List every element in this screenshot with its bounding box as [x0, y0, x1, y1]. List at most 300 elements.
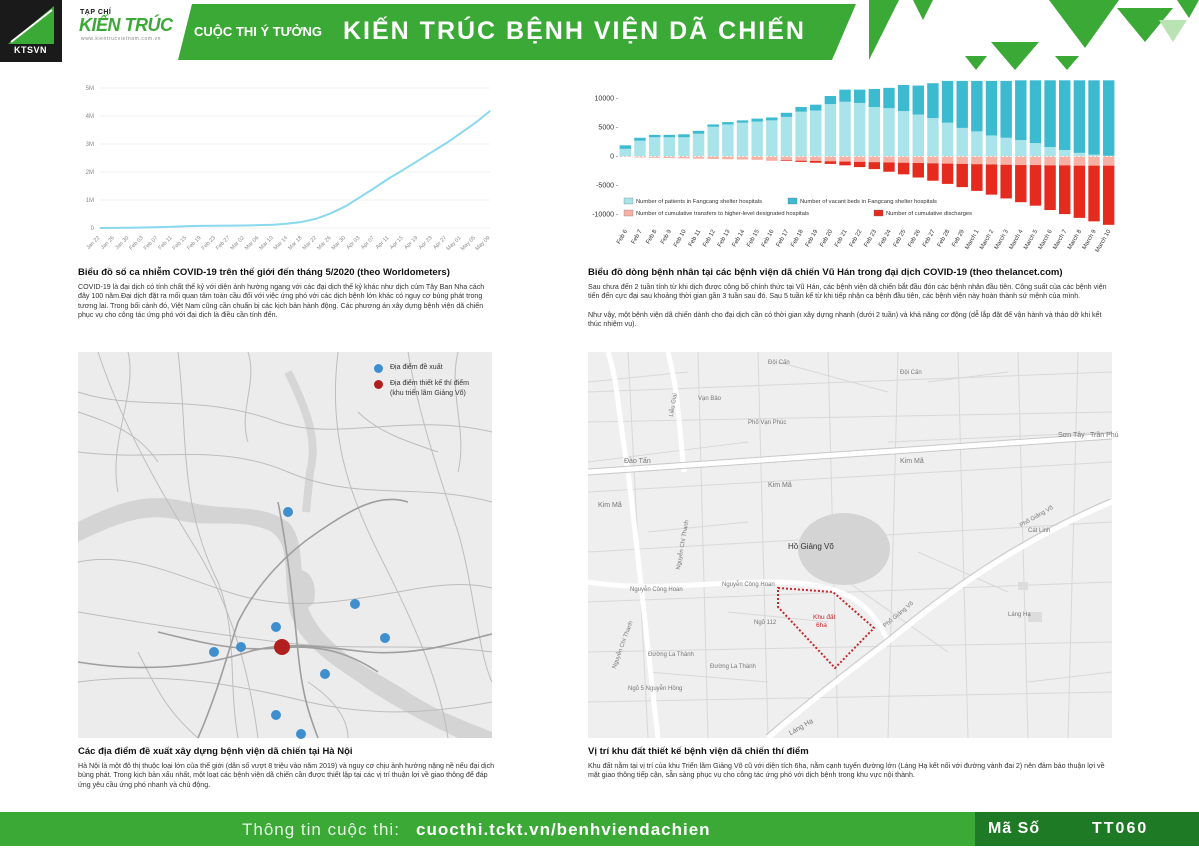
street-cat-linh: Cát Linh [1028, 528, 1051, 534]
x-tick-label: March 6 [1037, 229, 1054, 251]
bar-segment [707, 156, 718, 159]
bar-segment [722, 124, 733, 156]
bar-segment [707, 124, 718, 126]
legend-swatch [788, 198, 797, 204]
bar-segment [1030, 156, 1041, 165]
street-van-bao: Vạn Bảo [698, 396, 722, 402]
bar-segment [620, 145, 631, 148]
bar-segment [898, 163, 909, 175]
giang-vo-map-roads [588, 352, 1112, 738]
bar-segment [986, 81, 997, 136]
cases-point [128, 227, 129, 228]
x-tick-label: Apr 11 [374, 235, 391, 251]
wuhan-flow-paragraph-2: Như vậy, một bệnh viện dã chiến dành cho đại dịch cần có thời gian xây dựng nhanh (dưới 2 tuần) và khả năng cơ động (dễ lắp đặt để vận hành và tháo dỡ khi kết thúc nhiệm vụ). [588, 311, 1102, 329]
bar-segment [766, 117, 777, 120]
bar-segment [707, 127, 718, 157]
bar-segment [664, 156, 675, 158]
bar-segment [722, 122, 733, 124]
bar-segment [1030, 165, 1041, 206]
bar-segment [1059, 150, 1070, 156]
x-tick-label: Mar 18 [287, 235, 304, 252]
cases-point [359, 197, 360, 198]
magazine-name: KIẾN TRÚC [79, 15, 173, 35]
x-tick-label: Apr 15 [389, 235, 405, 251]
x-tick-label: Feb 19 [186, 235, 203, 252]
bar-segment [810, 156, 821, 161]
bar-segment [883, 162, 894, 171]
street-son-tay: Sơn Tây [1058, 432, 1085, 439]
street-nguyen-cong-hoan: Nguyễn Công Hoan [630, 587, 683, 593]
bar-segment [1015, 156, 1026, 165]
bar-segment [956, 128, 967, 156]
cases-point [244, 225, 245, 226]
x-tick-label: Apr 07 [360, 235, 376, 251]
street-nguyen-chi-thanh-2: Nguyễn Chí Thanh [675, 519, 691, 571]
legend-proposed-dot [374, 364, 383, 373]
bar-segment [1059, 80, 1070, 150]
x-tick-label: Mar 06 [243, 235, 261, 252]
proposed-site-marker [380, 633, 390, 643]
bar-segment [869, 89, 880, 107]
lake-label: Hồ Giảng Võ [788, 542, 834, 551]
bar-segment [839, 102, 850, 157]
x-tick-label: March 8 [1067, 228, 1084, 251]
bar-segment [620, 156, 631, 157]
bar-segment [664, 137, 675, 156]
x-tick-label: May 05 [459, 235, 477, 253]
giang-vo-site-map[interactable] [588, 352, 1119, 738]
y-tick-label: -10000 [592, 211, 614, 219]
street-duong-la-thanh-2: Đường La Thành [710, 664, 756, 670]
site-map-paragraph: Khu đất nằm tại vị trí của khu Triển lãm Giảng Võ cũ với diện tích 6ha, nằm cạnh tuyến đường lớn (Láng Hạ kết nối với đường vành đai 2) nên đảm bảo thuận lợi về mặt giao thông tiếp cận, sẵn sàng phục vụ cho công tác ứng phó với dịch bệnh trong khu vực nội thành. [588, 762, 1105, 780]
x-tick-label: Jan 22 [85, 235, 102, 252]
x-tick-label: Feb 07 [142, 235, 160, 252]
x-tick-label: Feb 22 [848, 229, 864, 249]
legend-label: Number of vacant beds in Fangcang shelter hospitals [800, 199, 937, 205]
legend-label: Number of cumulative discharges [886, 211, 973, 217]
bar-segment [1000, 138, 1011, 157]
bar-segment [737, 156, 748, 159]
world-cases-paragraph: COVID-19 là đại dịch có tính chất thế kỷ với diện ảnh hưởng ngang với các đại dịch thế kỷ khác như dịch cúm Tây Ban Nha cách đây 100 năm.Đại dịch đặt ra mối quan tâm toàn cầu đối với việc ứng phó với các dịch bệnh lớn khác có nguy cơ bùng phát trong tương lai. Trong bối cảnh đó, Việt Nam cũng cần chuẩn bị các kịch bản hành động. Các phương án xây dựng bệnh viện dã chiến phục vụ cho công tác ứng phó với đại dịch là điều cần tính đến. [78, 283, 485, 319]
cases-point [99, 227, 100, 228]
legend-proposed-label: Địa điểm đề xuất [390, 364, 443, 371]
code-label: Mã Số [988, 820, 1041, 837]
cases-point [388, 178, 389, 179]
bar-segment [971, 131, 982, 156]
bar-segment [810, 105, 821, 111]
x-tick-label: March 1 [964, 229, 981, 251]
bar-segment [1015, 165, 1026, 202]
legend-swatch [624, 198, 633, 204]
bar-segment [942, 156, 953, 163]
bar-segment [956, 164, 967, 187]
bar-segment [766, 120, 777, 156]
contest-subtitle: CUỘC THI Ý TƯỞNG [194, 24, 323, 39]
bar-segment [854, 162, 865, 167]
bar-segment [781, 156, 792, 160]
bar-segment [1015, 80, 1026, 140]
bar-segment [620, 149, 631, 157]
bar-segment [898, 156, 909, 162]
bar-segment [927, 118, 938, 156]
y-tick-label: 0 [90, 226, 94, 232]
proposed-site-marker [350, 599, 360, 609]
street-van-phuc: Phố Vạn Phúc [748, 420, 787, 426]
cases-point [446, 142, 447, 143]
cases-point [489, 110, 490, 111]
x-tick-label: March 4 [1008, 229, 1025, 251]
x-tick-label: Feb 16 [760, 229, 776, 249]
bar-segment [664, 135, 675, 137]
bar-segment [693, 134, 704, 157]
bar-segment [1044, 147, 1055, 156]
y-tick-label: 10000 [594, 95, 614, 103]
bar-segment [927, 156, 938, 163]
cases-point [273, 224, 274, 225]
bar-segment [781, 113, 792, 117]
site-map-caption: Vị trí khu đất thiết kế bệnh viện dã chiến thí điểm [588, 746, 809, 757]
header [0, 0, 1199, 66]
bar-segment [1074, 80, 1085, 153]
cases-point [302, 221, 303, 222]
cases-point [186, 225, 187, 226]
bar-segment [1074, 166, 1085, 218]
bar-segment [869, 162, 880, 169]
bar-segment [751, 122, 762, 157]
bar-segment [634, 138, 645, 141]
bar-segment [751, 119, 762, 122]
y-tick-label: 2M [85, 170, 94, 176]
legend-pilot-dot [374, 380, 383, 389]
bar-segment [839, 156, 850, 161]
cases-point [345, 206, 346, 207]
bar-segment [1088, 166, 1099, 222]
y-tick-label: 4M [85, 114, 94, 120]
cases-line [100, 111, 490, 228]
x-tick-label: Feb 11 [157, 235, 174, 252]
bar-segment [854, 90, 865, 103]
bar-segment [1030, 80, 1041, 143]
x-tick-label: Feb 14 [731, 229, 747, 249]
x-tick-label: Feb 19 [804, 229, 820, 249]
bar-segment [942, 81, 953, 123]
ktsvn-logo [0, 0, 62, 62]
x-tick-label: Mar 26 [316, 235, 333, 252]
bar-segment [942, 164, 953, 184]
x-tick-label: Feb 15 [746, 229, 761, 249]
bar-segment [825, 161, 836, 164]
bar-segment [1044, 80, 1055, 147]
bar-segment [1030, 143, 1041, 156]
proposed-site-marker [296, 729, 306, 739]
x-tick-label: Apr 03 [345, 235, 362, 251]
bar-segment [883, 108, 894, 156]
x-tick-label: March 3 [993, 229, 1010, 251]
bar-segment [913, 86, 924, 115]
bar-segment [795, 156, 806, 160]
bar-segment [971, 156, 982, 164]
bar-segment [913, 115, 924, 157]
bar-segment [839, 90, 850, 102]
x-tick-label: Feb 13 [717, 229, 732, 249]
bar-segment [810, 161, 821, 163]
bar-segment [986, 156, 997, 164]
bar-segment [737, 123, 748, 157]
bar-segment [781, 160, 792, 161]
bar-segment [1044, 156, 1055, 165]
logo-org-text: KTSVN [14, 45, 48, 55]
bar-segment [1044, 165, 1055, 210]
wuhan-flow-caption: Biểu đồ dòng bệnh nhân tại các bệnh viện dã chiến Vũ Hán trong đại dịch COVID-19 (theo thelancet.com) [588, 267, 1063, 278]
magazine-label: TẠP CHÍ [80, 9, 112, 16]
pilot-site-marker [274, 639, 290, 655]
bar-segment [898, 111, 909, 156]
street-ngo-112: Ngõ 112 [754, 620, 777, 626]
x-tick-label: March 7 [1052, 229, 1069, 251]
legend-pilot-note: (khu triển lãm Giảng Võ) [390, 390, 466, 397]
x-tick-label: Mar 02 [229, 235, 246, 252]
hanoi-map[interactable] [78, 352, 492, 738]
magazine-site: www.kientrucvietnam.com.vn [81, 36, 162, 42]
proposed-site-marker [320, 669, 330, 679]
street-lieu-giai: Liễu Giai [668, 392, 679, 418]
street-lang-ha-2: Láng Hạ [1008, 612, 1031, 618]
street-doi-can: Đội Cấn [900, 370, 922, 376]
code-value: TT060 [1092, 820, 1149, 837]
cases-point [461, 132, 462, 133]
bar-segment [722, 156, 733, 159]
proposed-site-marker [271, 622, 281, 632]
y-tick-label: 5000 [598, 124, 614, 132]
x-tick-label: Feb 12 [702, 229, 717, 249]
legend-swatch [624, 210, 633, 216]
decorative-triangles [869, 0, 1199, 70]
y-tick-label: -5000 [596, 182, 614, 190]
x-tick-label: Feb 27 [215, 235, 232, 252]
x-tick-label: May 01 [445, 235, 463, 253]
bar-segment [869, 107, 880, 156]
street-giang-vo-2: Phố Giảng Võ [1019, 505, 1055, 529]
bar-segment [1059, 165, 1070, 214]
cases-point [417, 160, 418, 161]
proposed-site-marker [236, 642, 246, 652]
bar-segment [986, 164, 997, 194]
street-kim-ma-2: Kim Mã [768, 482, 792, 489]
bar-segment [825, 104, 836, 156]
bar-segment [1088, 156, 1099, 165]
bar-segment [737, 120, 748, 122]
x-tick-label: Feb 10 [673, 229, 688, 249]
bar-segment [1059, 156, 1070, 165]
x-tick-label: Apr 19 [403, 235, 420, 251]
y-tick-label: 3M [85, 142, 94, 148]
hanoi-map-roads [78, 352, 492, 738]
x-tick-label: Feb 26 [907, 229, 922, 249]
street-nguyen-cong-hoan-2: Nguyễn Công Hoan [722, 582, 775, 588]
legend-label: Number of patients in Fangcang shelter hospitals [636, 199, 762, 205]
cases-point [215, 225, 216, 226]
bar-segment [1015, 140, 1026, 156]
bar-segment [649, 135, 660, 137]
x-tick-label: Feb 7 [630, 229, 644, 246]
x-tick-label: Feb 24 [878, 229, 893, 249]
x-tick-label: Apr 27 [432, 235, 449, 251]
cases-point [403, 169, 404, 170]
cases-point [229, 225, 230, 226]
x-tick-label: Feb 18 [790, 229, 805, 249]
site-label-1: Khu đất [813, 614, 836, 621]
x-tick-label: Feb 21 [834, 229, 849, 249]
wuhan-flow-paragraph-1: Sau chưa đến 2 tuần tính từ khi dịch được công bố chính thức tại Vũ Hán, các bệnh viện dã chiến bắt đầu đón các bệnh nhân đầu tiên. Công suất của các bệnh viện tiến đến cực đại sau khoảng thời gian gần 3 tuần sau đó. Sau 5 tuần kể từ khi tiếp nhận ca bệnh đầu tiên, các bệnh viện này hoàn thành sứ mệnh của mình. [588, 283, 1107, 301]
x-tick-label: Feb 25 [892, 229, 908, 249]
bar-segment [781, 117, 792, 156]
bar-segment [1074, 153, 1085, 156]
bar-segment [927, 163, 938, 180]
x-tick-label: Jan 26 [99, 235, 116, 252]
cases-point [157, 227, 158, 228]
cases-point [258, 225, 259, 226]
x-tick-label: March 2 [979, 229, 996, 251]
cases-point [432, 151, 433, 152]
bar-segment [1000, 165, 1011, 199]
x-tick-label: May 09 [474, 235, 492, 253]
x-tick-label: Apr 23 [417, 235, 434, 251]
x-tick-label: March 9 [1081, 229, 1098, 251]
proposed-site-marker [209, 647, 219, 657]
bar-segment [1103, 166, 1114, 225]
bar-segment [795, 161, 806, 162]
cases-point [475, 122, 476, 123]
street-dao-tan: Đào Tấn [624, 458, 651, 465]
y-tick-label: 5M [85, 86, 94, 92]
x-tick-label: March 10 [1094, 229, 1113, 254]
bar-segment [634, 141, 645, 157]
cases-point [143, 227, 144, 228]
legend-swatch [874, 210, 883, 216]
bar-segment [898, 85, 909, 111]
cases-point [287, 223, 288, 224]
x-tick-label: Mar 10 [258, 235, 275, 252]
x-tick-label: Feb 23 [863, 229, 879, 249]
proposed-site-marker [283, 507, 293, 517]
x-tick-label: Feb 23 [200, 235, 217, 252]
bar-segment [1088, 80, 1099, 154]
world-cases-caption: Biểu đồ số ca nhiễm COVID-19 trên thế giới đến tháng 5/2020 (theo Worldometers) [78, 267, 450, 278]
x-tick-label: Feb 28 [936, 229, 952, 249]
bar-segment [854, 103, 865, 156]
bar-segment [927, 83, 938, 118]
bar-segment [869, 156, 880, 162]
bar-segment [883, 156, 894, 162]
bar-segment [810, 111, 821, 157]
bar-segment [839, 162, 850, 166]
bar-segment [825, 96, 836, 104]
x-tick-label: Jan 30 [114, 235, 131, 252]
street-nguyen-chi-thanh: Nguyễn Chí Thanh [611, 620, 635, 670]
bar-segment [883, 88, 894, 108]
ktsvn-logo-icon [8, 6, 54, 44]
bar-segment [956, 156, 967, 164]
street-tran-phu: Trần Phú [1090, 432, 1119, 439]
x-tick-label: Feb 15 [171, 235, 189, 252]
x-tick-label: March 5 [1023, 229, 1040, 251]
x-tick-label: Feb 27 [922, 229, 937, 249]
bar-segment [1000, 156, 1011, 164]
x-tick-label: Feb 9 [660, 229, 673, 246]
bar-segment [678, 134, 689, 137]
street-kim-ma-3: Kim Mã [598, 502, 622, 509]
bar-segment [649, 137, 660, 156]
hanoi-map-paragraph: Hà Nội là một đô thị thuộc loại lớn của thế giới (dân số vượt 8 triệu vào năm 2019) và nguy cơ chịu ảnh hưởng nặng nề nếu đại dịch bùng phát. Trong kịch bản xấu nhất, một loạt các bệnh viện dã chiến cần được thiết lập tại các vị trí thuận lợi về giao thông để đáp ứng yêu cầu ứng phó nhanh và chủ động. [78, 762, 495, 789]
bar-segment [1000, 81, 1011, 138]
footer [0, 806, 1199, 848]
y-tick-label: 1M [85, 198, 94, 204]
street-kim-ma: Kim Mã [900, 458, 924, 465]
bar-segment [956, 81, 967, 128]
contest-title: KIẾN TRÚC BỆNH VIỆN DÃ CHIẾN [343, 17, 806, 45]
street-giang-vo: Phố Giảng Võ [882, 600, 915, 630]
bar-segment [1103, 80, 1114, 155]
footer-info-label: Thông tin cuộc thi: [242, 820, 400, 839]
site-label-2: 6ha [816, 622, 827, 629]
bar-segment [942, 123, 953, 157]
bar-segment [913, 163, 924, 178]
bar-segment [1103, 156, 1114, 165]
bar-segment [678, 137, 689, 156]
bar-segment [1074, 156, 1085, 165]
cases-point [201, 225, 202, 226]
x-tick-label: Feb 11 [687, 229, 703, 248]
street-duong-la-thanh: Đường La Thành [648, 652, 694, 658]
x-tick-label: Mar 22 [301, 235, 319, 252]
bar-segment [1103, 156, 1114, 157]
bar-segment [854, 156, 865, 162]
hanoi-map-caption: Các địa điểm đề xuất xây dựng bệnh viện dã chiến tại Hà Nội [78, 746, 353, 757]
bar-segment [971, 164, 982, 191]
x-tick-label: Feb 8 [645, 229, 659, 246]
bar-segment [795, 107, 806, 112]
cases-point [114, 227, 115, 228]
x-tick-label: Mar 30 [330, 235, 347, 252]
world-cases-chart [78, 80, 496, 256]
legend-label: Number of cumulative transfers to higher-level designated hospitals [636, 211, 810, 217]
cases-point [172, 226, 173, 227]
x-tick-label: Feb 29 [951, 229, 966, 249]
x-tick-label: Feb 6 [616, 229, 630, 246]
x-tick-label: Feb 20 [819, 229, 835, 249]
x-tick-label: Mar 14 [272, 235, 290, 252]
cases-point [316, 218, 317, 219]
street-lang-ha: Láng Hạ [788, 717, 815, 738]
y-tick-label: 0 [610, 153, 614, 161]
footer-contest-link[interactable]: cuocthi.tckt.vn/benhviendachien [416, 820, 711, 839]
legend-pilot-label: Địa điểm thiết kế thí điểm [390, 380, 469, 387]
street-doi-can-2: Đội Cấn [768, 360, 790, 366]
street-ngo-5-nguyen-hong: Ngõ 5 Nguyễn Hồng [628, 686, 683, 692]
proposed-site-marker [271, 710, 281, 720]
bar-segment [825, 156, 836, 161]
x-tick-label: Feb 17 [775, 229, 791, 249]
cases-point [331, 213, 332, 214]
bar-segment [693, 131, 704, 134]
bar-segment [795, 112, 806, 157]
cases-point [374, 187, 375, 188]
x-tick-label: Feb 03 [128, 235, 145, 252]
bar-segment [913, 156, 924, 163]
bar-segment [971, 81, 982, 131]
wuhan-flow-chart [588, 76, 1120, 254]
bar-segment [766, 156, 777, 160]
